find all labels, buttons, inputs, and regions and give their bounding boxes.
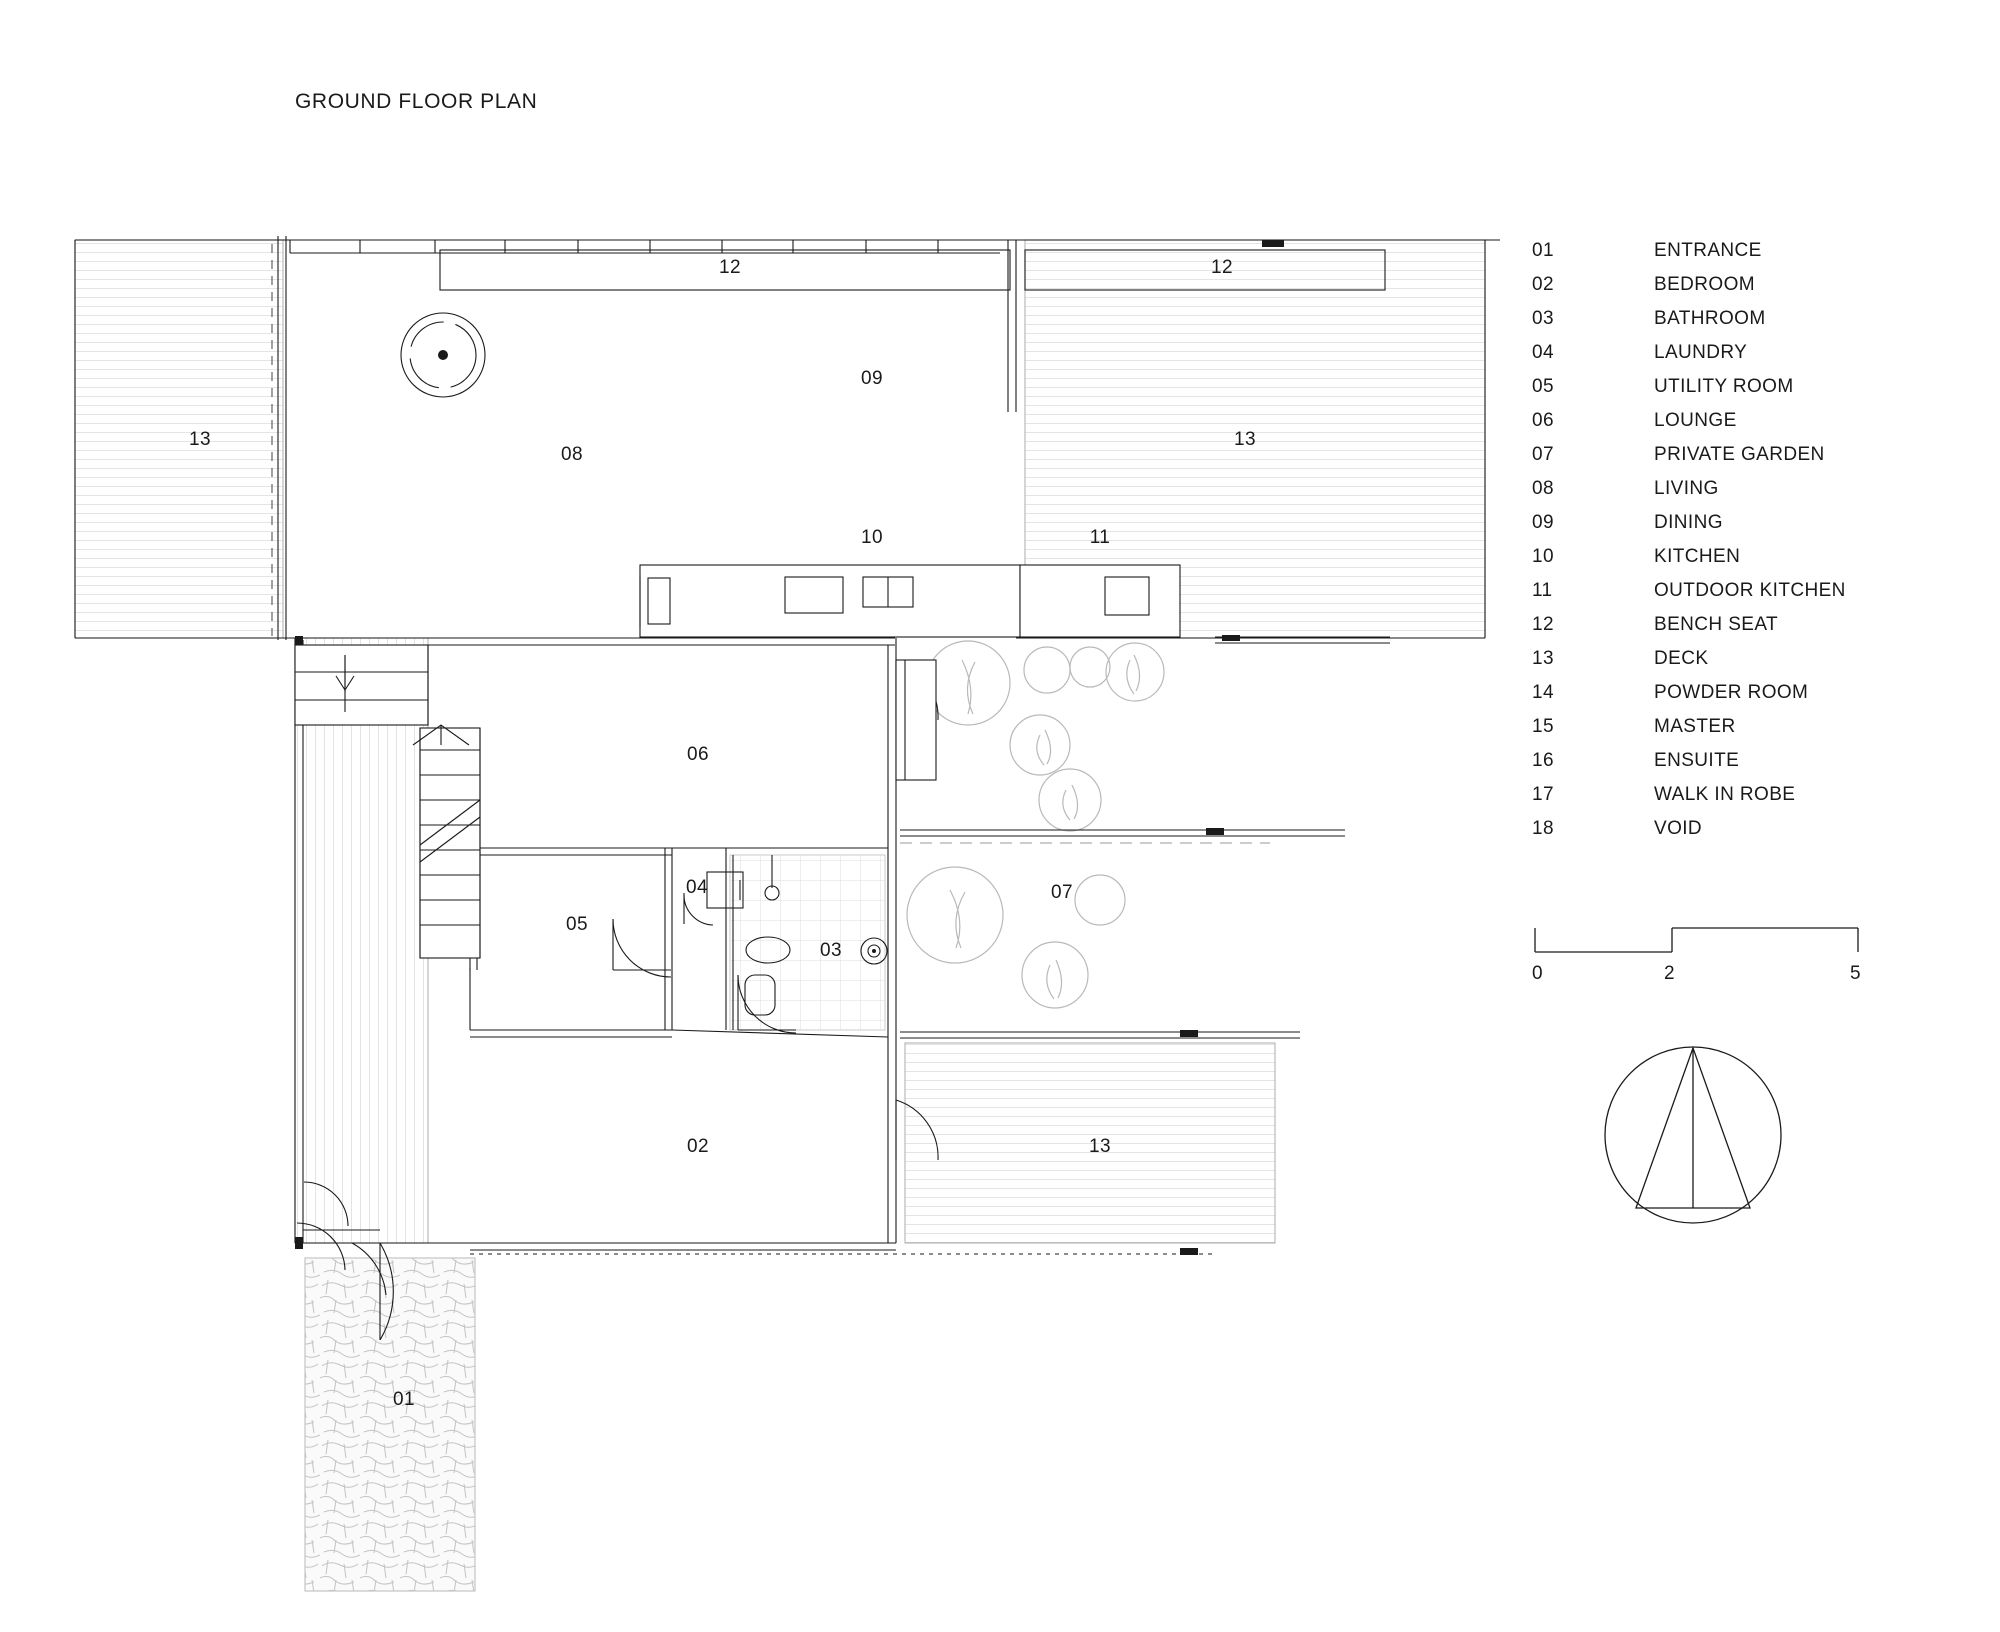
room-tag-10: 10: [861, 527, 883, 548]
legend-item-13: [1532, 648, 1962, 682]
legend-item-12: [1532, 614, 1962, 648]
legend-label: MASTER: [1654, 716, 1736, 737]
scale-tick-2: 2: [1664, 963, 1675, 984]
legend-number: 13: [1532, 648, 1554, 669]
legend-number: 02: [1532, 274, 1554, 295]
legend: [1532, 240, 1962, 852]
legend-number: 12: [1532, 614, 1554, 635]
legend-number: 01: [1532, 240, 1554, 261]
legend-label: VOID: [1654, 818, 1703, 839]
legend-number: 14: [1532, 682, 1554, 703]
room-tag-08: 08: [561, 444, 583, 465]
room-tag-06: 06: [687, 744, 709, 765]
legend-item-10: [1532, 546, 1962, 580]
page-title: GROUND FLOOR PLAN: [295, 90, 538, 113]
legend-item-15: [1532, 716, 1962, 750]
legend-label: LAUNDRY: [1654, 342, 1748, 363]
legend-label: LIVING: [1654, 478, 1719, 499]
legend-item-06: [1532, 410, 1962, 444]
legend-number: 16: [1532, 750, 1554, 771]
legend-label: BENCH SEAT: [1654, 614, 1779, 635]
room-tag-04: 04: [686, 877, 708, 898]
legend-item-01: [1532, 240, 1962, 274]
legend-label: PRIVATE GARDEN: [1654, 444, 1825, 465]
room-tag-13b: 13: [1234, 429, 1256, 450]
north-arrow-icon: [1598, 1040, 1788, 1230]
legend-number: 05: [1532, 376, 1554, 397]
legend-label: DINING: [1654, 512, 1723, 533]
legend-number: 03: [1532, 308, 1554, 329]
room-tag-01: 01: [393, 1389, 415, 1410]
legend-number: 11: [1532, 580, 1553, 601]
room-tag-07: 07: [1051, 882, 1073, 903]
room-tag-13a: 13: [189, 429, 211, 450]
legend-number: 15: [1532, 716, 1554, 737]
legend-item-09: [1532, 512, 1962, 546]
room-tag-02: 02: [687, 1136, 709, 1157]
legend-item-11: [1532, 580, 1962, 614]
legend-label: ENTRANCE: [1654, 240, 1762, 261]
legend-number: 10: [1532, 546, 1554, 567]
legend-label: BATHROOM: [1654, 308, 1766, 329]
room-tag-05: 05: [566, 914, 588, 935]
legend-label: LOUNGE: [1654, 410, 1737, 431]
legend-label: WALK IN ROBE: [1654, 784, 1796, 805]
room-tag-11: 11: [1089, 527, 1111, 548]
legend-item-04: [1532, 342, 1962, 376]
room-tag-12a: 12: [719, 257, 741, 278]
legend-label: BEDROOM: [1654, 274, 1755, 295]
legend-item-03: [1532, 308, 1962, 342]
legend-label: ENSUITE: [1654, 750, 1740, 771]
legend-number: 08: [1532, 478, 1554, 499]
legend-item-02: [1532, 274, 1962, 308]
legend-number: 09: [1532, 512, 1554, 533]
legend-label: POWDER ROOM: [1654, 682, 1809, 703]
legend-item-18: [1532, 818, 1962, 852]
room-tag-12b: 12: [1211, 257, 1233, 278]
room-tag-03: 03: [820, 940, 842, 961]
room-tag-09: 09: [861, 368, 883, 389]
legend-item-07: [1532, 444, 1962, 478]
legend-label: UTILITY ROOM: [1654, 376, 1794, 397]
legend-label: DECK: [1654, 648, 1709, 669]
legend-item-16: [1532, 750, 1962, 784]
scale-tick-5: 5: [1850, 963, 1861, 984]
legend-item-17: [1532, 784, 1962, 818]
legend-label: KITCHEN: [1654, 546, 1741, 567]
legend-number: 07: [1532, 444, 1554, 465]
legend-item-05: [1532, 376, 1962, 410]
scale-bar: [1532, 920, 1872, 990]
legend-item-14: [1532, 682, 1962, 716]
scale-tick-0: 0: [1532, 963, 1543, 984]
legend-number: 06: [1532, 410, 1554, 431]
legend-number: 18: [1532, 818, 1554, 839]
legend-label: OUTDOOR KITCHEN: [1654, 580, 1846, 601]
room-tag-13c: 13: [1089, 1136, 1111, 1157]
legend-item-08: [1532, 478, 1962, 512]
legend-number: 04: [1532, 342, 1554, 363]
legend-number: 17: [1532, 784, 1554, 805]
